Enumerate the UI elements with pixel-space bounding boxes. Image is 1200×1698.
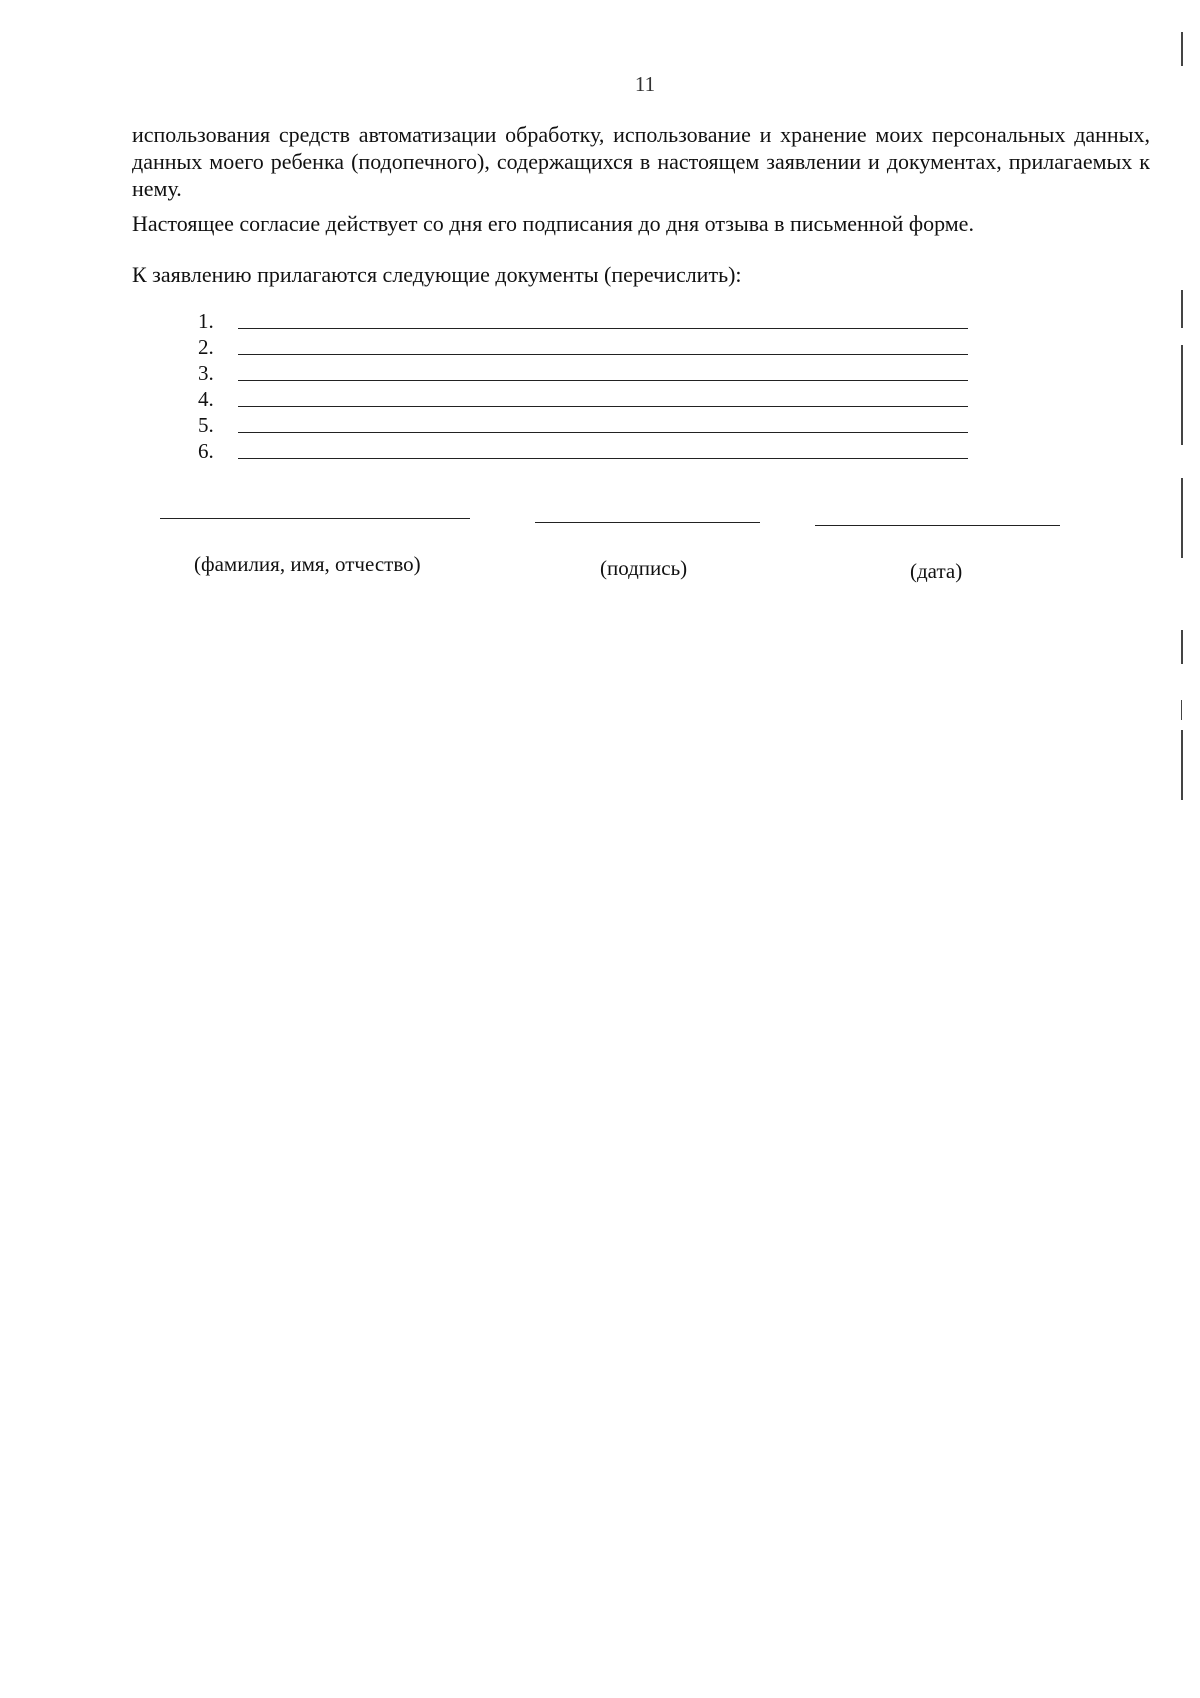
blank-line — [238, 432, 968, 433]
list-item-number: 6. — [198, 439, 214, 463]
name-signature-line — [160, 518, 470, 519]
date-caption: (дата) — [910, 559, 963, 583]
attachments-heading: К заявлению прилагаются следующие документы (перечислить): — [132, 262, 742, 287]
list-item — [198, 334, 968, 360]
scan-edge-mark — [1181, 730, 1183, 800]
list-item — [198, 412, 968, 438]
blank-line — [238, 458, 968, 459]
list-item — [198, 386, 968, 412]
scan-edge-mark — [1181, 345, 1183, 445]
list-item-number: 2. — [198, 335, 214, 359]
signature-caption: (подпись) — [600, 556, 688, 580]
scan-edge-mark — [1181, 32, 1183, 66]
list-item — [198, 308, 968, 334]
list-item-number: 3. — [198, 361, 214, 385]
scan-edge-mark — [1181, 478, 1183, 558]
blank-line — [238, 406, 968, 407]
blank-line — [238, 328, 968, 329]
list-item-number: 5. — [198, 413, 214, 437]
date-signature-line — [815, 525, 1060, 526]
list-item — [198, 360, 968, 386]
list-item — [198, 438, 968, 464]
scan-edge-mark — [1181, 700, 1182, 720]
name-caption: (фамилия, имя, отчество) — [194, 552, 421, 576]
blank-line — [238, 380, 968, 381]
signature-line — [535, 522, 760, 523]
attachments-list — [198, 308, 968, 464]
consent-validity-paragraph: Настоящее согласие действует со дня его подписания до дня отзыва в письменной форме. — [132, 211, 974, 236]
list-item-number: 4. — [198, 387, 214, 411]
scan-edge-mark — [1181, 290, 1183, 328]
page-number: 11 — [634, 72, 656, 96]
scan-edge-mark — [1181, 630, 1183, 664]
blank-line — [238, 354, 968, 355]
consent-paragraph: использования средств автоматизации обработку, использование и хранение моих персональных данных, данных моего ребенка (подопечного), содержащихся в настоящем заявлении и документах, прилагаемых к нему. — [132, 122, 1150, 201]
list-item-number: 1. — [198, 309, 214, 333]
